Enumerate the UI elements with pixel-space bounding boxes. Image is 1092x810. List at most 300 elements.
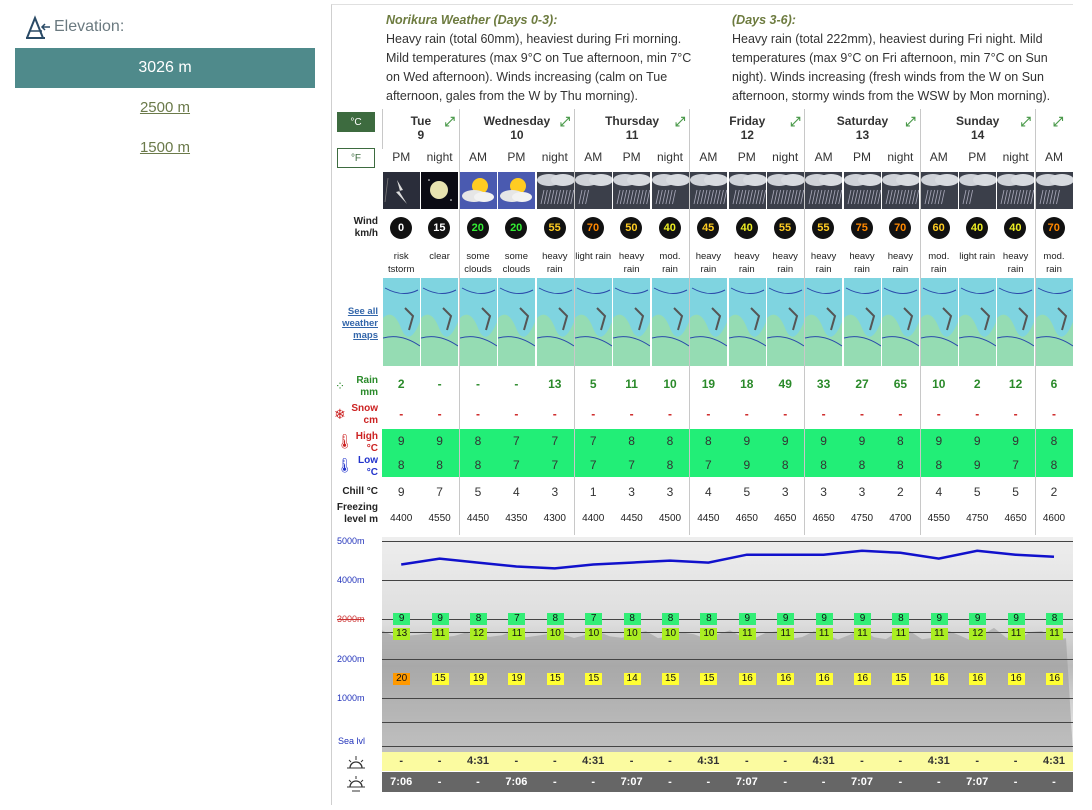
day-separator [1035,109,1036,535]
rain-drops-icon: ⁘ [335,379,346,393]
heavy-rain-icon [728,171,766,209]
elevation-option-2500[interactable]: 2500 m [139,99,191,116]
light-rain-icon [958,171,996,209]
wind-speed-badge: 40 [659,217,681,239]
low-temp-value: 8 [766,453,804,477]
weather-map-thumbnail[interactable] [804,277,842,367]
snow-value: - [821,407,826,421]
altitude-label: 4000m [337,575,365,586]
sunset-value: - [920,772,958,792]
day-header-1[interactable] [459,109,574,149]
wind-speed-badge: 0 [390,217,412,239]
wind-speed-badge: 75 [851,217,873,239]
temp-tag-2000: 11 [816,628,833,640]
sunset-value: - [689,772,727,792]
temp-tag-2000: 11 [1046,628,1063,640]
wind-chill-value: 9 [397,485,405,499]
snow-value: - [706,407,711,421]
weather-map-thumbnail[interactable] [574,277,612,367]
freezing-level-value: 4650 [812,513,835,524]
wind-chill-value: 2 [897,485,904,499]
temp-tag-1000: 19 [470,673,487,685]
low-temp-value: 8 [651,453,689,477]
altitude-label: 1000m [337,692,365,703]
temp-tag-3000: 9 [739,613,756,625]
temp-tag-1000: 15 [547,673,564,685]
weather-phrase: heavy rain [734,251,760,275]
period-label: PM [968,150,987,164]
sunrise-value: - [766,751,804,771]
wind-speed-badge: 15 [428,217,450,239]
sunset-value: 7:07 [958,772,996,792]
temp-tag-2000: 11 [777,628,794,640]
temp-tag-3000: 9 [777,613,794,625]
rain-value: 2 [397,377,405,391]
sea-level-label: Sea lvl [338,736,366,746]
period-label: night [656,150,683,164]
high-temp-label: 🌡 High °C [336,431,378,454]
day-header-0[interactable] [382,109,459,149]
expand-icon[interactable]: ⤢ [905,114,916,129]
wind-label: Wind km/h [353,216,378,239]
wind-arrow-icon [966,217,988,239]
freezing-level-value: 4650 [735,513,758,524]
snow-value: - [783,407,788,421]
high-temp-value: 9 [382,429,420,453]
sunset-icon [346,775,366,793]
summary-right-text: Heavy rain (total 222mm), heaviest during Fri night. Mild temperatures (max 9°C on Fri afternoon, min 7°C on Sun night). Winds increasing (fresh winds from the W on Sun afternoon, stormy winds from the WSW by Mon morning). [732,32,1051,103]
wind-speed-badge: 70 [1043,217,1065,239]
wind-chill-value: 5 [1012,485,1019,499]
snow-value: - [552,407,557,421]
weather-map-thumbnail[interactable] [728,277,766,367]
sunrise-value: - [382,751,420,771]
high-temp-value: 9 [958,429,996,453]
sunrise-value: - [497,751,535,771]
sunrise-value: 4:31 [574,751,612,771]
rain-value: 2 [973,377,981,391]
expand-icon[interactable]: ⤢ [1052,114,1064,129]
temp-tag-2000: 10 [585,628,602,640]
weather-map-thumbnail[interactable] [651,277,689,367]
low-temp-value: 8 [459,453,497,477]
high-temp-value: 9 [766,429,804,453]
weather-map-thumbnail[interactable] [996,277,1034,367]
day-date: 12 [740,128,754,142]
snow-value: - [399,407,404,421]
weather-phrase: mod. rain [1043,251,1065,275]
heavy-rain-icon [804,171,842,209]
snow-value: - [667,407,672,421]
freezing-level-value: 4750 [850,513,874,524]
high-temp-value: 8 [689,429,727,453]
day-name: Saturday [836,114,889,128]
temp-tag-3000: 8 [1046,613,1063,625]
rain-value: 27 [855,377,869,391]
snow-value: - [744,407,749,421]
low-temp-value: 8 [420,453,458,477]
expand-icon[interactable]: ⤢ [444,114,455,129]
weather-map-thumbnail[interactable] [958,277,996,367]
sunrise-value: - [881,751,919,771]
period-label: PM [622,150,641,164]
sunset-value: - [804,772,842,792]
sunset-value: - [996,772,1034,792]
weather-phrase: heavy rain [887,251,914,275]
temp-tag-1000: 20 [393,673,410,685]
freezing-level-value: 4700 [889,513,912,524]
snow-value: - [898,407,903,421]
thermometer-cold-icon: 🌡 [336,457,354,473]
sunrise-value: - [996,751,1034,771]
day-date: 10 [510,128,524,142]
wind-chill-value: 4 [513,485,520,499]
temp-tag-1000: 16 [777,673,794,685]
snow-label: ❄ Snow cm [334,403,378,426]
day-header-3[interactable] [689,109,804,149]
temp-tag-3000: 9 [969,613,986,625]
temp-tag-1000: 16 [739,673,756,685]
wind-chill-value: 3 [820,485,827,499]
sunset-value: 7:07 [612,772,650,792]
temp-tag-1000: 15 [585,673,602,685]
wind-chill-value: 1 [589,485,597,499]
high-temp-value: 8 [651,429,689,453]
light-rain-icon [574,171,612,209]
weather-phrase: some clouds [502,251,531,275]
snow-value: - [1013,407,1018,421]
weather-phrase: light rain [959,251,996,262]
weather-map-thumbnail[interactable] [612,277,650,367]
sunset-value: - [651,772,689,792]
day-separator [804,109,805,535]
day-date: 13 [855,128,870,142]
day-date: 9 [417,128,425,142]
rain-value: 33 [816,377,831,391]
altitude-temperature-graph [332,537,1073,752]
temp-tag-3000: 8 [892,613,909,625]
temp-tag-2000: 11 [739,628,756,640]
weather-map-thumbnail[interactable] [766,277,804,367]
weather-map-thumbnail[interactable] [459,277,497,367]
weather-map-thumbnail[interactable] [382,277,420,367]
period-label: night [541,150,568,164]
wind-arrow-icon [928,217,950,239]
sunrise-value: - [843,751,881,771]
temp-tag-3000: 9 [432,613,449,625]
sunset-value: - [574,772,612,792]
wind-arrow-icon [889,217,911,239]
temp-tag-1000: 15 [662,673,679,685]
period-label: AM [468,150,487,164]
temp-tag-1000: 14 [624,673,641,685]
temp-tag-3000: 8 [624,613,641,625]
wind-arrow-icon [1004,217,1026,239]
sunset-value: 7:06 [382,772,420,792]
wind-arrow-icon [467,217,489,239]
period-label: AM [929,150,948,164]
wind-speed-badge: 55 [774,217,796,239]
freezing-level-value: 4550 [428,513,451,524]
wind-speed-badge: 40 [966,217,988,239]
sunset-value: - [766,772,804,792]
sunset-value: 7:07 [843,772,881,792]
sunrise-value: 4:31 [804,751,842,771]
wind-arrow-icon [505,217,527,239]
day-name: Wednesday [483,114,551,128]
summary-days-3-6 [732,11,1067,106]
celsius-button[interactable]: °C [337,112,375,132]
sunrise-value: 4:31 [1035,751,1073,771]
day-name: Thursday [605,114,660,128]
period-label: PM [507,150,526,164]
thunderstorm-icon [382,171,420,209]
rain-value: 11 [625,377,638,391]
sunset-value: - [420,772,458,792]
freezing-level-value: 4450 [697,513,720,524]
temp-tag-2000: 11 [508,628,525,640]
snow-value: - [437,407,442,421]
expand-icon[interactable]: ⤢ [1020,114,1031,129]
freezing-level-value: 4650 [774,513,797,524]
high-temp-value: 8 [459,429,497,453]
wind-arrow-icon [659,217,681,239]
freezing-level-label: Freezing level m [336,502,378,525]
wind-speed-badge: 70 [582,217,604,239]
period-label: PM [737,150,756,164]
weather-phrase: heavy rain [810,251,837,275]
high-temp-value: 7 [536,429,574,453]
wind-arrow-icon [851,217,873,239]
wind-arrow-icon [697,217,719,239]
wind-speed-badge: 20 [505,217,527,239]
wind-speed-badge: 70 [889,217,911,239]
high-temp-value: 9 [920,429,958,453]
temp-tag-3000: 8 [547,613,564,625]
sunset-value: 7:07 [728,772,766,792]
rain-value: 65 [893,377,908,391]
rain-value: 6 [1050,377,1058,391]
high-temp-value: 8 [612,429,650,453]
snow-value: - [936,407,941,421]
snow-value: - [475,407,480,421]
freezing-level-line [382,537,1073,752]
summary-left-text: Heavy rain (total 60mm), heaviest during Fri morning. Mild temperatures (max 9°C on Tue afternoon, min 7°C on Wed afternoon). Winds increasing (calm on Tue afternoon, gales from the W by Thu morning). [386,32,692,103]
low-temp-value: 7 [497,453,535,477]
temp-tag-2000: 11 [1008,628,1025,640]
high-temp-value: 7 [574,429,612,453]
temp-tag-2000: 10 [700,628,717,640]
weather-phrase: risk tstorm [388,251,415,275]
heavy-rain-icon [536,171,574,209]
sun-cloud-icon [459,171,497,209]
day-header-4[interactable] [804,109,919,149]
heavy-rain-icon [843,171,881,209]
wind-chill-value: 5 [743,485,751,499]
period-label: night [772,150,799,164]
summary-days-0-3 [386,11,698,106]
sunrise-value: - [651,751,689,771]
temp-tag-2000: 12 [969,628,986,640]
snowflake-icon: ❄ [334,406,346,422]
weather-map-thumbnail[interactable] [920,277,958,367]
wind-speed-badge: 20 [467,217,489,239]
temp-tag-2000: 10 [624,628,641,640]
freezing-level-value: 4750 [966,513,989,524]
period-label: AM [814,150,833,164]
expand-icon[interactable]: ⤢ [559,114,570,129]
period-label: AM [1044,150,1063,164]
snow-value: - [591,407,596,421]
rain-icon [1035,171,1073,209]
weather-phrase: heavy rain [1002,251,1029,275]
weather-map-thumbnail[interactable] [536,277,574,367]
sunrise-value: - [728,751,766,771]
rain-value: - [475,377,480,391]
period-label: night [887,150,914,164]
weather-map-thumbnail[interactable] [843,277,881,367]
temp-tag-1000: 16 [1008,673,1025,685]
day-name: Tue [410,114,432,128]
snow-value: - [859,407,864,421]
freezing-level-value: 4450 [466,513,490,524]
day-header-partial[interactable] [1035,109,1073,149]
expand-icon[interactable]: ⤢ [789,114,801,129]
day-date: 11 [625,128,639,142]
high-temp-value: 9 [804,429,842,453]
day-separator [689,109,690,535]
day-name: Sunday [956,114,1000,128]
freezing-level-value: 4550 [927,513,950,524]
low-temp-value: 8 [382,453,420,477]
mountain-elevation-icon [24,14,52,40]
wind-arrow-icon [582,217,604,239]
wind-chill-value: 4 [705,485,712,499]
low-temp-value: 8 [920,453,958,477]
low-temp-value: 7 [996,453,1034,477]
wind-chill-value: 3 [858,485,866,499]
temp-tag-2000: 10 [662,628,679,640]
sunset-value: 7:06 [497,772,535,792]
weather-map-thumbnail[interactable] [689,277,727,367]
wind-arrow-icon [620,217,642,239]
wind-chill-value: 3 [781,485,789,499]
wind-chill-value: 5 [474,485,482,499]
temp-tag-2000: 13 [393,628,410,640]
weather-phrase: heavy rain [772,251,798,275]
weather-phrase: light rain [575,251,612,262]
altitude-label: 5000m [337,536,365,546]
temp-tag-2000: 11 [892,628,909,640]
elevation-option-active[interactable]: 3026 m [15,48,315,88]
low-temp-value: 7 [689,453,727,477]
snow-value: - [1051,407,1056,421]
see-all-weather-maps-link[interactable]: See all weather maps [342,306,378,341]
day-separator [920,109,921,535]
wind-chill-value: 3 [666,485,674,499]
temp-tag-1000: 15 [432,673,449,685]
freezing-level-value: 4350 [505,513,528,524]
low-temp-value: 8 [804,453,842,477]
day-header-2[interactable] [574,109,689,149]
wind-arrow-icon [390,217,412,239]
high-temp-value: 9 [420,429,458,453]
fahrenheit-button[interactable]: °F [337,148,375,168]
temp-tag-1000: 16 [1046,673,1063,685]
sun-cloud-icon [497,171,535,209]
rain-value: 12 [1008,377,1023,391]
rain-icon [920,171,958,209]
forecast-table [331,4,1073,805]
heavy-rain-icon [881,171,919,209]
weather-map-thumbnail[interactable] [420,277,458,367]
temp-tag-2000: 10 [547,628,564,640]
period-label: PM [392,150,411,164]
rain-value: 10 [932,377,946,391]
wind-arrow-icon [1043,217,1065,239]
weather-map-thumbnail[interactable] [881,277,919,367]
wind-chill-value: 2 [1050,485,1058,499]
temp-tag-3000: 7 [508,613,525,625]
wind-speed-badge: 50 [620,217,642,239]
sunrise-value: - [958,751,996,771]
low-temp-value: 7 [536,453,574,477]
heavy-rain-icon [766,171,804,209]
high-temp-value: 8 [881,429,919,453]
elevation-option-1500[interactable]: 1500 m [139,139,191,156]
expand-icon[interactable]: ⤢ [674,114,686,129]
temp-tag-3000: 7 [585,613,602,625]
sunrise-value: 4:31 [920,751,958,771]
thermometer-hot-icon: 🌡 [336,433,354,449]
day-header-5[interactable] [920,109,1035,149]
low-temp-value: 9 [728,453,766,477]
high-temp-value: 9 [843,429,881,453]
wind-arrow-icon [774,217,796,239]
sunset-value: - [881,772,919,792]
weather-map-thumbnail[interactable] [1035,277,1073,367]
temp-tag-3000: 8 [662,613,679,625]
period-label: AM [584,150,603,164]
wind-speed-badge: 60 [928,217,950,239]
temp-tag-1000: 16 [931,673,948,685]
summary-right-title: (Days 3-6): [732,13,796,27]
rain-value: - [437,377,442,391]
sunrise-icon [346,754,366,772]
rain-value: 19 [701,377,716,391]
weather-phrase: heavy rain [695,251,722,275]
low-temp-value: 9 [958,453,996,477]
temp-tag-2000: 11 [432,628,449,640]
high-temp-value: 8 [1035,429,1073,453]
heavy-rain-icon [612,171,650,209]
wind-arrow-icon [544,217,566,239]
weather-map-thumbnail[interactable] [497,277,535,367]
period-label: AM [699,150,718,164]
altitude-label: 3000m [337,614,365,625]
heavy-rain-icon [689,171,727,209]
temp-tag-3000: 8 [700,613,717,625]
low-temp-value: 7 [574,453,612,477]
temp-tag-1000: 16 [969,673,986,685]
freezing-level-value: 4450 [620,513,643,524]
rain-value: 5 [589,377,597,391]
snow-value: - [514,407,519,421]
sunrise-value: - [612,751,650,771]
weather-phrase: some clouds [464,251,492,275]
temp-tag-3000: 9 [393,613,410,625]
wind-arrow-icon [428,217,450,239]
